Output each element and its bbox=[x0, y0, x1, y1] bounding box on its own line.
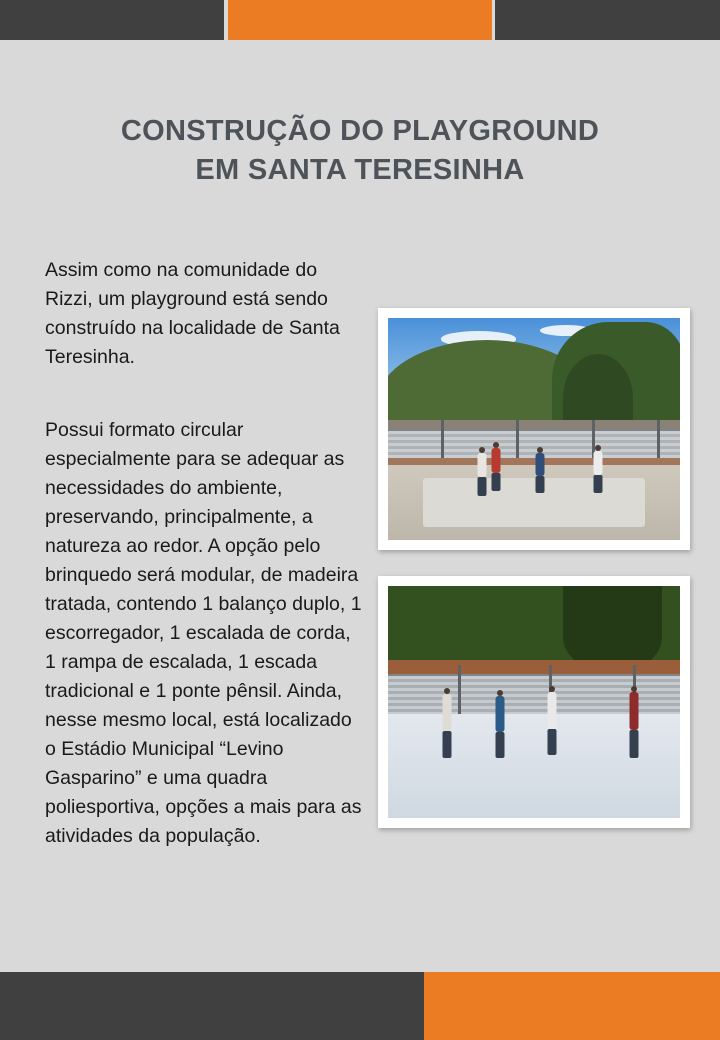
person-legs bbox=[495, 732, 504, 758]
person-legs bbox=[443, 731, 452, 757]
photo-upper-person-2 bbox=[490, 442, 502, 491]
photo-lower-person-1 bbox=[441, 688, 454, 758]
photo-lower-image bbox=[388, 586, 680, 818]
person-legs bbox=[629, 730, 638, 757]
photo-lower-person-4 bbox=[627, 686, 640, 758]
person-legs bbox=[594, 475, 603, 494]
photo-lower-person-3 bbox=[546, 686, 559, 756]
photo-lower-person-2 bbox=[493, 690, 506, 757]
top-bar-orange-segment bbox=[228, 0, 492, 40]
person-legs bbox=[536, 476, 545, 494]
body-paragraph-1: Assim como na comunidade do Rizzi, um playground está sendo construído na localidade de Santa Teresinha. bbox=[45, 259, 340, 368]
person-torso bbox=[495, 696, 504, 732]
photo-upper-image bbox=[388, 318, 680, 540]
top-bar-dark-right-segment bbox=[495, 0, 720, 40]
top-decorative-bar bbox=[0, 0, 720, 40]
person-legs bbox=[548, 729, 557, 755]
person-torso bbox=[477, 453, 486, 477]
person-torso bbox=[443, 694, 452, 731]
person-torso bbox=[492, 448, 501, 472]
body-paragraph-2: Possui formato circular especialmente para se adequar as necessidades do ambiente, preservando, principalmente, a natureza ao redor. A opção pelo brinquedo será modular, de madeira tratada, contendo 1 balanço duplo, 1 escorregador, 1 escalada de corda, 1 rampa de escalada, 1 escada tradicional e 1 ponte pênsil. Ainda, nesse mesmo local, está localizado o Estádio Municipal “Levino Gasparino” e uma quadra poliesportiva, opções a mais para as atividades da população. bbox=[45, 419, 362, 847]
person-torso bbox=[594, 451, 603, 475]
top-bar-dark-left-segment bbox=[0, 0, 224, 40]
article-body bbox=[45, 256, 365, 851]
photo-upper-person-3 bbox=[534, 447, 546, 494]
photo-upper-person-4 bbox=[592, 445, 604, 494]
photo-upper-person-1 bbox=[476, 447, 488, 496]
person-torso bbox=[629, 692, 638, 731]
photo-lower-tree bbox=[563, 586, 662, 670]
person-legs bbox=[477, 477, 486, 496]
bottom-bar-orange-segment bbox=[424, 972, 720, 1040]
photo-playground-site-upper bbox=[378, 308, 690, 550]
bottom-bar-dark-segment bbox=[0, 972, 424, 1040]
page-title bbox=[40, 112, 680, 189]
bottom-decorative-bar bbox=[0, 972, 720, 1040]
page-title-line-1: CONSTRUÇÃO DO PLAYGROUND bbox=[120, 115, 600, 147]
page-title-line-2: EM SANTA TERESINHA bbox=[195, 153, 525, 186]
person-torso bbox=[536, 453, 545, 476]
person-legs bbox=[492, 473, 501, 492]
person-torso bbox=[548, 692, 557, 729]
photo-playground-site-lower bbox=[378, 576, 690, 828]
photo-lower-fence-post bbox=[458, 665, 461, 716]
